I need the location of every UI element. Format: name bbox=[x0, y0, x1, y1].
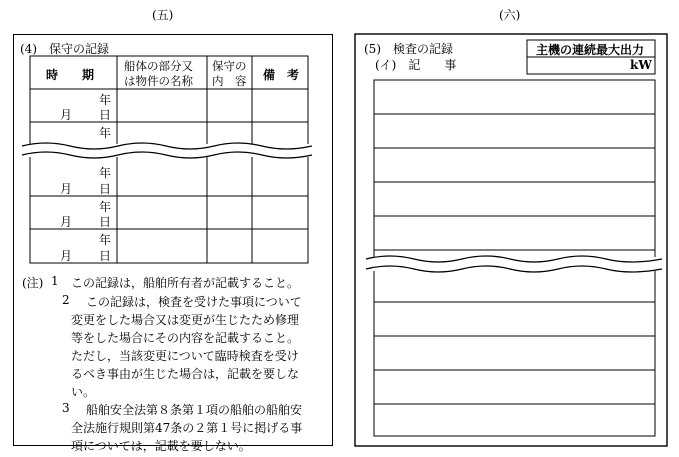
section-title-maintenance: (4) 保守の記録 bbox=[20, 42, 109, 56]
column-header-part-line1: 船体の部分又 bbox=[124, 59, 193, 73]
date-year-label: 年 bbox=[99, 93, 112, 107]
column-header-remarks: 備 考 bbox=[263, 68, 300, 82]
note-line: い。 bbox=[71, 385, 96, 399]
notes-label: (注) bbox=[22, 276, 44, 290]
date-day-label: 日 bbox=[99, 182, 112, 196]
date-month-label: 月 bbox=[60, 182, 73, 196]
subsection-title-notes: (イ) 記 事 bbox=[375, 58, 457, 72]
note-line: 等をした場合にその内容を記載すること。 bbox=[71, 331, 300, 345]
date-day-label: 日 bbox=[99, 249, 112, 263]
date-month-label: 月 bbox=[60, 215, 73, 229]
page-number-left: (五) bbox=[152, 8, 174, 22]
output-unit: kW bbox=[630, 58, 652, 72]
note-line: ただし，当該変更について臨時検査を受け bbox=[71, 349, 299, 363]
note-line: 全法施行規則第47条の２第１号に掲げる事 bbox=[71, 421, 303, 435]
note-line: 項については，記載を要しない。 bbox=[71, 439, 251, 453]
section-title-inspection: (5) 検査の記録 bbox=[364, 42, 453, 56]
note-number: 3 bbox=[62, 401, 70, 415]
note-line: この記録は，船舶所有者が記載すること。 bbox=[71, 276, 300, 290]
column-header-part-line2: は物件の名称 bbox=[124, 74, 193, 88]
note-line: 船舶安全法第８条第１項の船舶の船舶安 bbox=[86, 403, 303, 417]
column-header-period: 時 期 bbox=[46, 68, 95, 82]
page-number-right: (六) bbox=[499, 8, 521, 22]
output-label: 主機の連続最大出力 bbox=[536, 43, 645, 57]
note-line: るべき事由が生じた場合は，記載を要しな bbox=[71, 367, 300, 381]
date-day-label: 日 bbox=[99, 108, 112, 122]
column-header-content-line1: 保守の bbox=[212, 59, 247, 73]
date-day-label: 日 bbox=[99, 215, 112, 229]
date-year-label: 年 bbox=[99, 233, 112, 247]
column-header-content-line2: 内 容 bbox=[212, 74, 247, 88]
note-number: 2 bbox=[62, 293, 70, 307]
date-month-label: 月 bbox=[60, 108, 73, 122]
date-year-label: 年 bbox=[99, 200, 112, 214]
note-line: この記録は，検査を受けた事項について bbox=[86, 295, 302, 309]
date-year-label: 年 bbox=[99, 166, 112, 180]
date-year-label: 年 bbox=[99, 126, 112, 140]
note-line: 変更をした場合又は変更が生じたため修理 bbox=[71, 313, 300, 327]
note-number: 1 bbox=[51, 274, 59, 288]
date-month-label: 月 bbox=[60, 249, 73, 263]
